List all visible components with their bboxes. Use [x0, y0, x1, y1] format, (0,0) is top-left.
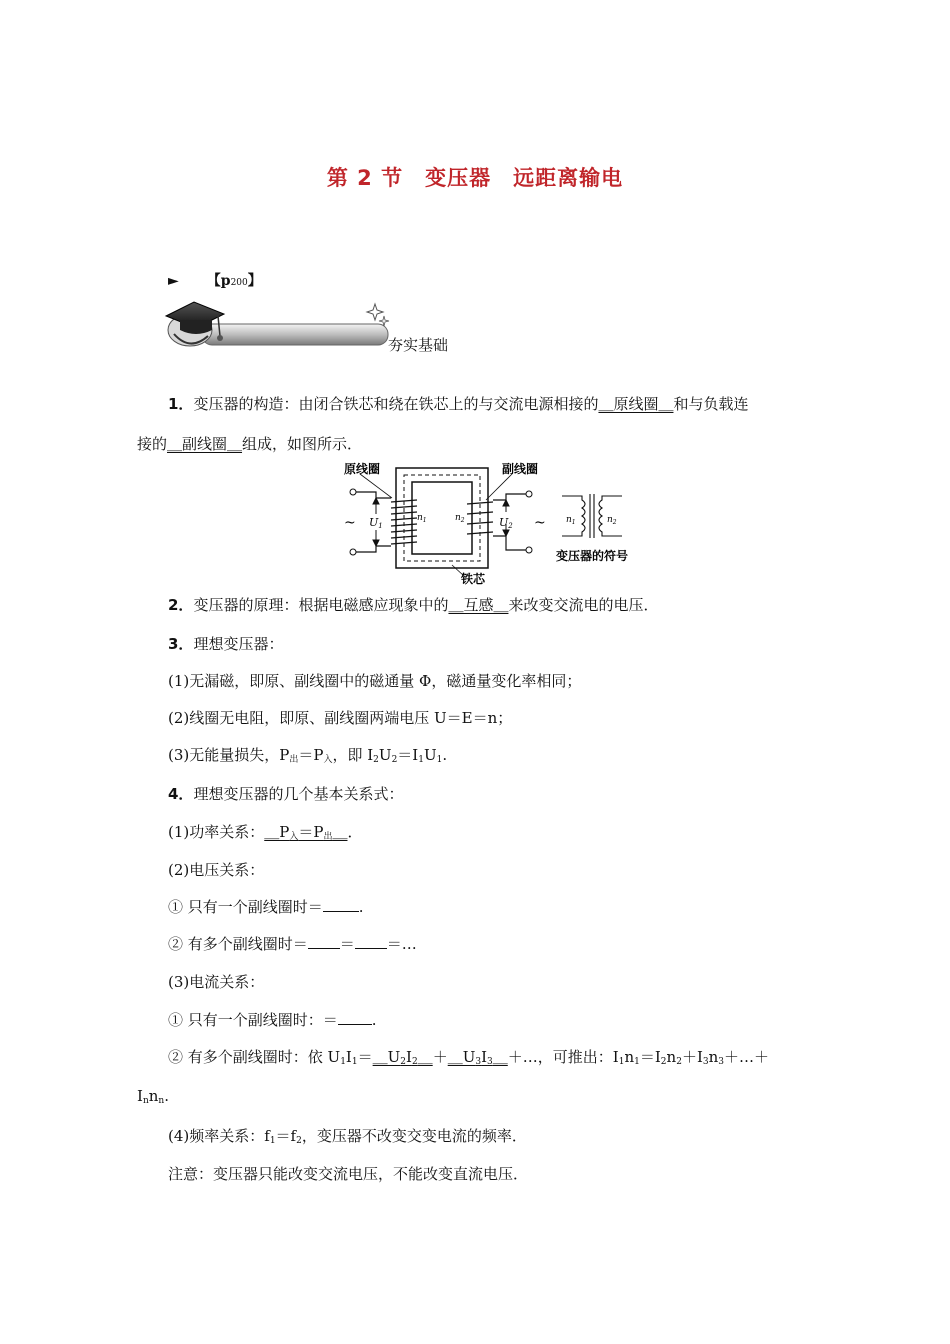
label-secondary-coil: 副线圈: [502, 462, 539, 476]
label-ac-right: ~: [534, 515, 546, 531]
answer-mutual-induction: ＿互感＿: [448, 596, 509, 614]
paragraph-4-2: (2)电压关系：: [168, 861, 265, 879]
paragraph-2: 2．变压器的原理：根据电磁感应现象中的＿互感＿来改变交流电的电压．: [168, 596, 659, 614]
paragraph-4-2-1: ① 只有一个副线圈时＝ .: [168, 898, 364, 916]
blank-line: [323, 897, 359, 912]
paragraph-3-3: (3)无能量损失，$P_出=P_入$，即 $I_2U_2=I_1U_1$.: [168, 746, 448, 765]
blank-line: [355, 934, 387, 949]
answer-primary-coil: ＿原线圈＿: [598, 395, 674, 413]
label-primary-coil: 原线圈: [344, 462, 381, 476]
answer-secondary-coil: ＿副线圈＿: [167, 435, 243, 453]
symbol-caption: 变压器的符号: [556, 549, 629, 563]
paragraph-1: 1．变压器的构造：由闭合铁芯和绕在铁芯上的与交流电源相接的＿原线圈＿和与负载连: [168, 395, 749, 413]
paragraph-4-3-2-cont: $I_nn_n$.: [137, 1087, 169, 1106]
label-iron-core: 铁芯: [461, 572, 486, 586]
paragraph-4-4: (4)频率关系：$f_1=f_2$，变压器不改变交变电流的频率．: [168, 1127, 527, 1146]
symbol-label-n1: $n_1$: [566, 515, 576, 526]
answer-u2i2: $\_U_2I_2\_$: [372, 1048, 433, 1067]
paragraph-1-cont: 接的＿副线圈＿组成，如图所示．: [137, 435, 363, 453]
blank-line: [308, 934, 340, 949]
page-reference: ► 【p200】: [168, 273, 262, 289]
blank-line: [338, 1010, 372, 1025]
label-n1: $n_1$: [417, 513, 427, 524]
label-u1: U1: [369, 516, 383, 530]
transformer-diagram: [334, 462, 644, 586]
paragraph-4: 4．理想变压器的几个基本关系式：: [168, 785, 404, 803]
label-u2: U2: [499, 516, 513, 530]
answer-power-relation: $\_P_入=P_出\_$: [264, 823, 348, 842]
paragraph-4-3-2: ② 有多个副线圈时：依 $U_1I_1=\_U_2I_2\_+\_U_3I_3\_+\dots$，可推出：$I_1n_1=I_2n_2+I_3n_3+\dots+$: [168, 1048, 770, 1067]
paragraph-4-3-1: ① 只有一个副线圈时：＝ .: [168, 1011, 377, 1029]
paragraph-4-3: (3)电流关系：: [168, 973, 265, 991]
paragraph-3-2: (2)线圈无电阻，即原、副线圈两端电压 U＝E＝n；: [168, 709, 513, 727]
note: 注意：变压器只能改变交流电压，不能改变直流电压．: [168, 1165, 529, 1183]
paragraph-3-1: (1)无漏磁，即原、副线圈中的磁通量 Φ，磁通量变化率相同；: [168, 672, 582, 690]
paragraph-3: 3．理想变压器：: [168, 635, 284, 653]
page-title: 第 2 节 变压器 远距离输电: [326, 166, 624, 190]
section-label: 夯实基础: [388, 336, 449, 354]
paragraph-4-1: (1)功率关系：$\_P_入=P_出\_$．: [168, 823, 363, 842]
symbol-label-n2: $n_2$: [607, 515, 617, 526]
label-n2: $n_2$: [455, 513, 465, 524]
arrow-icon: ►: [168, 273, 179, 289]
paragraph-4-2-2: ② 有多个副线圈时＝ ＝ ＝…: [168, 935, 417, 953]
label-ac-left: ~: [344, 515, 356, 531]
answer-u3i3: $\_U_3I_3\_$: [447, 1048, 508, 1067]
